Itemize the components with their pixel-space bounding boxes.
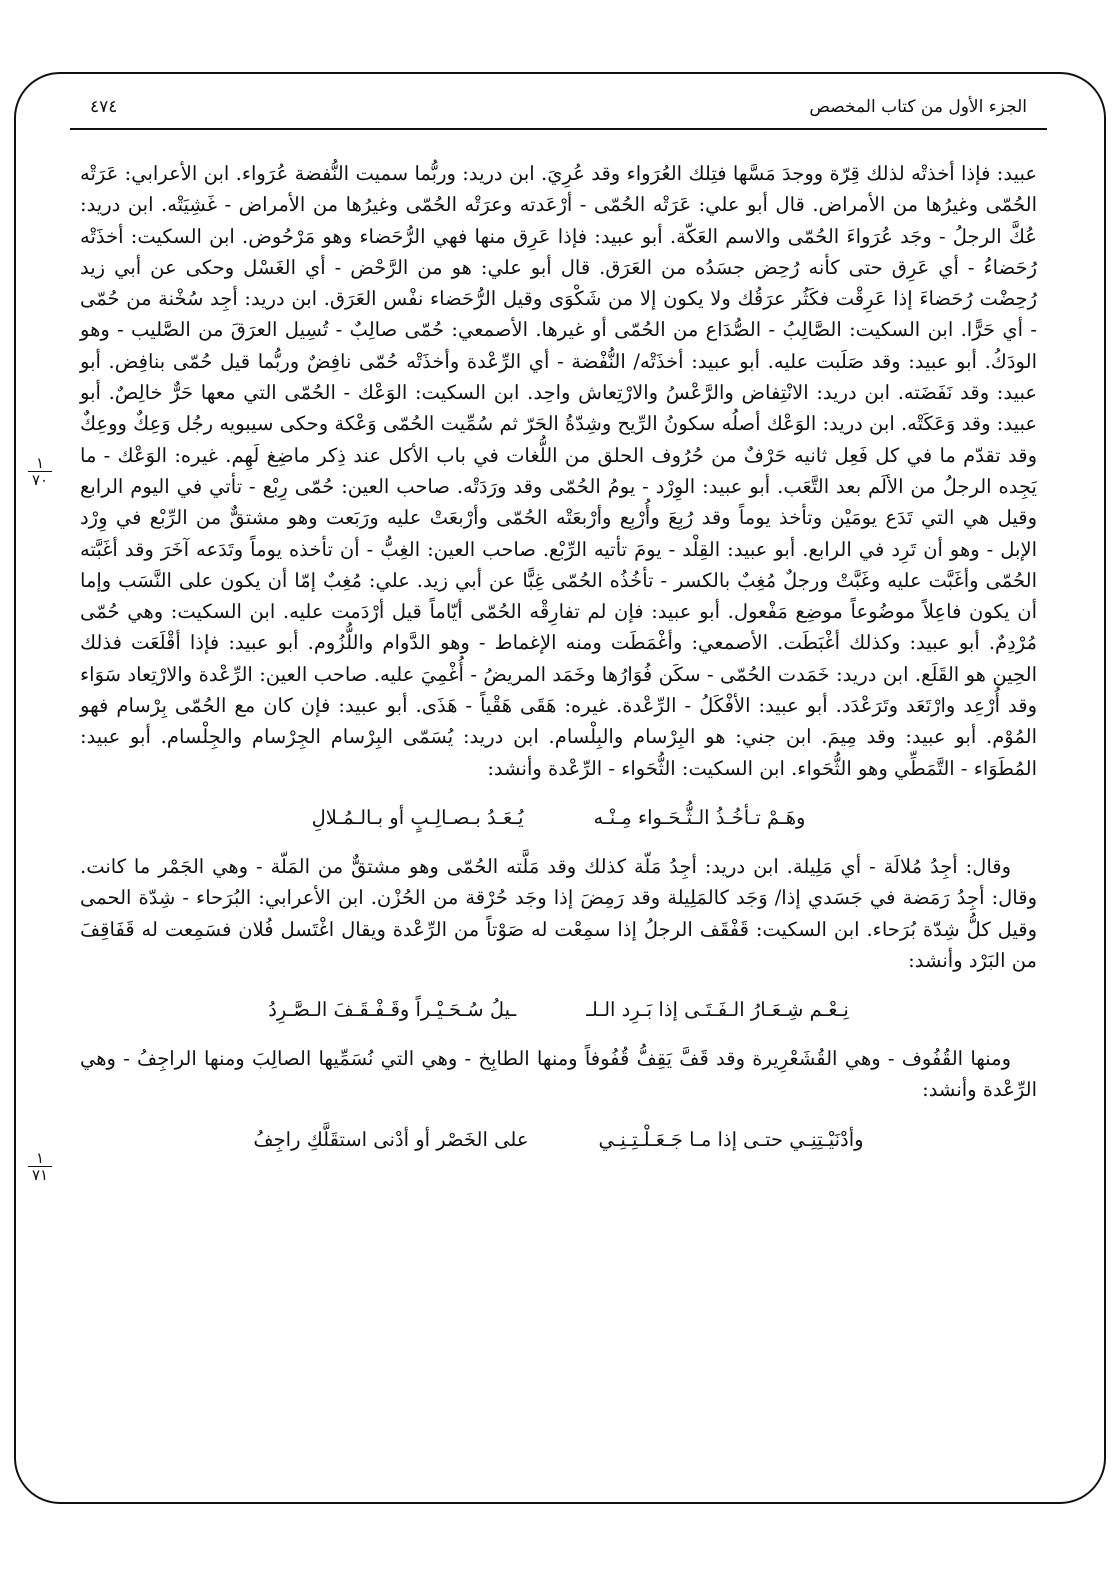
verse-1 (80, 802, 1037, 833)
verse-3 (80, 1124, 1037, 1155)
verse-3-first-hemistich: وأدْنَيْـتِنِـي حتـى إذا مـا جَـعَـلْـتِـنِـي (598, 1127, 864, 1151)
page-header (90, 92, 1027, 122)
paragraph-2: وقال: أجِدُ مُلالَة - أي مَلِيلة. ابن دريد: أجِدُ مَلّة كذلك وقد مَلَّته الحُمّى وهو مشتقٌّ من المَلّة - وهي الجَمْر ما كانت. وقال: أجِدُ رَمَضة في جَسَدي إذا/ وَجَد كالمَلِيلة وقد رَمِضَ إذا وجَد حُرْقة من الحُزْن. ابن الأعرابي: البُرَحاء - شِدّة الحمى وقيل كلُّ شِدّة بُرَحاء. ابن السكيت: قَفْقَف الرجلُ إذا سمِعْت له صَوْتاً من الرِّعْدة ويقال اغْتَسل فُلان فسَمِعت له قَفَاقِفَ من البَرْد وأنشد: (80, 854, 1037, 972)
running-title: الجزء الأول من كتاب المخصص (809, 97, 1027, 117)
page-number: ٤٧٤ (90, 97, 118, 117)
margin-marker-70: ١ ٧٠ (20, 455, 60, 488)
verse-1-second-hemistich: يُـعَـدُ بـصـالِـبٍ أو بـالـمُـلالِ (311, 805, 524, 829)
main-text (80, 158, 1037, 1173)
margin-marker-71: ١ ٧١ (20, 1150, 60, 1183)
header-rule (70, 128, 1047, 130)
paragraph-1: عبيد: فإذا أخذتْه لذلك قِرّة ووجدَ مَسَّها فتِلك العُرَواء وقد عُرِيَ. ابن دريد: وربُّما سميت النُّفضة عُرَواء. ابن الأعرابي: عَرَتْه الحُمّى وغيرُها من الأمراض. قال أبو علي: عَرَتْه الحُمّى - أرْعَدته وعرَتْه الحُمّى وغيرُها من الأمراض - غَشِيَتْه. ابن دريد: عُكَّ الرجلُ - وجَد عُرَواءَ الحُمّى والاسم العَكّة. أبو عبيد: فإذا عَرِق منها فهي الرُّحَضاء وهو مَرْحُوض. ابن السكيت: أخذَتْه رُحَضاءُ - أي عَرِق حتى كأنه رُحِض جسَدُه من العَرَق. قال أبو علي: هو من الرَّحْض - أي الغَسْل وحكى عن أبي زيد رُحِضْت رُحَضاءَ إذا عَرِقْت فكَثُر عرَقُك ولا يكون إلا من شَكْوَى وقيل الرُّحَضاء نفْس العَرَق. ابن دريد: أجِد سُخْنة من حُمّى - أي حَرًّا. ابن السكيت: الصَّالِبُ - الصُّدَاع من الحُمّى أو غيرها. الأصمعي: حُمّى صالِبٌ - تُسِيل العرَقَ من الصَّليب - وهو الودَكُ. أبو عبيد: وقد صَلَبت عليه. أبو عبيد: أخذَتْه/ النُّفْضة - أي الرِّعْدة وأخذَتْه حُمّى نافِضٌ وربُّما قيل حُمّى بنافِض. أبو عبيد: وقد نَفَضَته. ابن دريد: الانْتِفاض والرَّعْسُ والارْتِعاش واحِد. ابن السكيت: الوَعْك - الحُمّى التي معها حَرٌّ خالِصٌ. أبو عبيد: وقد وَعَكَتْه. ابن دريد: الوَعْك أصلُه سكونُ الرِّيح وشِدّةُ الحَرّ ثم سُمِّيت الحُمّى وَعْكة وحكى سيبويه رجُل وَعِكٌ ووعِكٌ وقد تقدّم ما في كل فَعِل ثانيه حَرْفٌ من حُرُوف الحلق من اللُّغات في باب الأكل عند ذِكر ماضِغ لَهِم. غيره: الوَعْك - ما يَجِده الرجلُ من الألَم بعد التَّعَب. أبو عبيد: الوِرْد - يومُ الحُمّى وقد ورَدَتْه. صاحب العين: حُمّى رِبْع - تأتي في اليوم الرابع وقيل هي التي تَدَع يومَيْن وتأخذ يوماً وقد رُبِعَ وأُرْبِع وأرْبعَتْه الحُمّى وأرْبعَتْ عليه ورَبَعت وهو مشتقٌّ من الرِّبْع في وِرْد الإبل - وهو أن تَرِد في الرابع. أبو عبيد: القِلْد - يومَ تأتيه الرِّبْع. صاحب العين: الغِبُّ - أن تأخذه يوماً وتَدَعه آخَرَ وقد أغَبَّته الحُمّى وأغَبَّت عليه وغَبَّتْ ورجلٌ مُغِبٌ بالكسر - تأخُذُه الحُمّى غِبًّا عن أبي زيد. علي: مُغِبٌ إمّا أن يكون على النَّسَب وإما أن يكون فاعِلاً موضُوعاً موضِع مَفْعول. أبو عبيد: فإن لم تفارِقْه الحُمّى أيّاماً قيل أرْدَمت عليه. ابن السكيت: وهي حُمّى مُرْدِمٌ. أبو عبيد: وكذلك أغْبَطَت. الأصمعي: وأغْمَطَت ومنه الإغماط - وهو الدَّوام واللُّزُوم. أبو عبيد: فإذا أقْلَعَت فذلك الحِين هو القَلَع. ابن دريد: خَمَدت الحُمّى - سكَن فُوَارُها وخَمَد المريضُ - أُغْمِيَ عليه. صاحب العين: الرِّعْدة والارْتِعاد سَوَاء وقد أُرْعِد وارْتَعَد وتَرَعْدَد. أبو عبيد: الأفْكَلُ - الرِّعْدة. غيره: هَقَى هَقْياً - هَذَى. أبو عبيد: فإن كان مع الحُمّى بِرْسام فهو المُوْم. أبو عبيد: وقد مِيمَ. ابن جني: هو البِرْسام والبِلْسام. ابن دريد: يُسَمّى البِرْسام الجِرْسام والجِلْسام. أبو عبيد: المُطَوَاء - التَّمَطِّي وهو الثُّحَواء. ابن السكيت: الثُّحَواء - الرِّعْدة وأنشد: (80, 162, 1037, 780)
verse-2-second-hemistich: ـيلُ سُـحَـيْـراً وقَـفْـقَـفَ الـصَّـرِدُ (268, 998, 517, 1022)
verse-1-first-hemistich: وهَـمْ تـأخُـذُ الـثُّـحَـواء مِـنْـه (593, 805, 806, 829)
verse-3-second-hemistich: على الخَصْر أو أدْنى استقَلَّكِ راجِفُ (253, 1127, 529, 1151)
verse-2 (80, 994, 1037, 1025)
paragraph-3: ومنها القُفُوف - وهي القُشَعْرِيرة وقد قَفَّ يَقِفُّ قُفُوفاً ومنها الطابِخ - وهي التي نُسَمِّيها الصالِبَ ومنها الراجِفُ - وهي الرِّعْدة وأنشد: (80, 1047, 1037, 1102)
verse-2-first-hemistich: نِـعْـم شِـعَـارُ الـفَـتَـى إذا بَـرِد الـلـ (586, 998, 849, 1022)
